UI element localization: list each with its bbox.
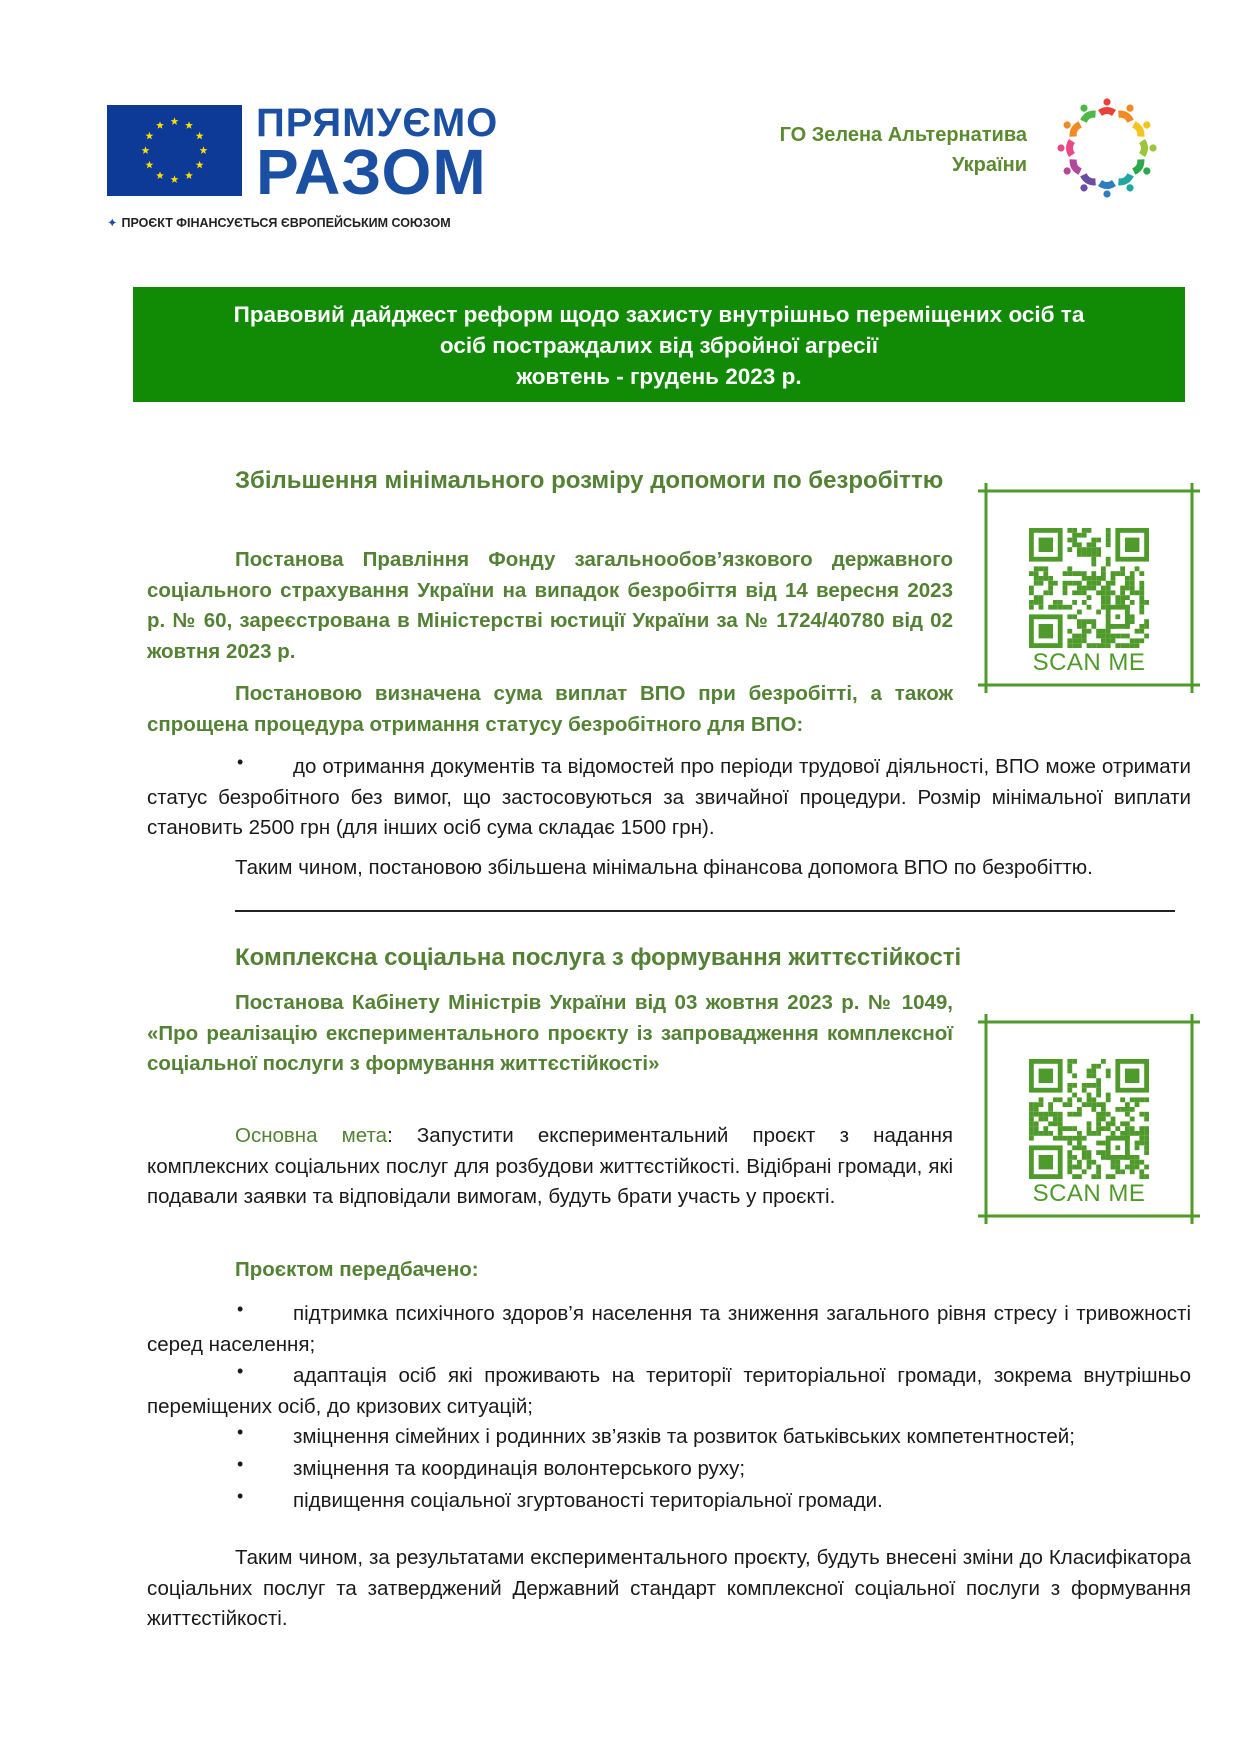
org-name-line1: ГО Зелена Альтернатива — [779, 124, 1027, 146]
section2-act: Постанова Кабінету Міністрів України від 03 жовтня 2023 р. № 1049, «Про реалізацію експериментального проєкту із запровадження комплексної соціальної послуги з формування життєстійкості» — [147, 991, 953, 1075]
bullet-marker: • — [237, 1486, 244, 1506]
bullet-marker: • — [237, 1422, 244, 1442]
eu-funded-text: ПРОЄКТ ФІНАНСУЄТЬСЯ ЄВРОПЕЙСЬКИМ СОЮЗОМ — [121, 216, 451, 230]
scan-me-label: SCAN ME — [1032, 1180, 1146, 1207]
section2-provided-label: Проєктом передбачено: — [235, 1258, 479, 1281]
bullet-marker: • — [237, 1361, 244, 1381]
brand-title-line2: РАЗОМ — [256, 136, 487, 208]
list-item: підтримка психічного здоров’я населення та зниження загального рівня стресу і тривожності серед населення; — [147, 1302, 1191, 1356]
qr-code-icon[interactable] — [978, 483, 1200, 693]
section1-conclusion: Таким чином, постановою збільшена мінімальна фінансова допомога ВПО по безробіттю. — [235, 856, 1093, 879]
list-item: адаптація осіб які проживають на території територіальної громади, зокрема внутрішньо переміщених осіб, до кризових ситуацій; — [147, 1364, 1191, 1418]
org-name — [780, 120, 1027, 180]
eu-star-icon: ✦ — [107, 216, 118, 230]
eu-flag-logo — [107, 105, 242, 196]
banner-line1: Правовий дайджест реформ щодо захисту внутрішньо переміщених осіб та — [233, 302, 1085, 327]
eu-stars-icon — [107, 105, 242, 196]
org-name-line2: України — [951, 154, 1027, 176]
digest-title-banner — [133, 287, 1185, 402]
people-circle-logo-icon — [1054, 95, 1160, 201]
banner-line2: осіб постраждалих від збройної агресії — [439, 333, 879, 358]
eu-funded-caption — [107, 215, 451, 231]
bullet-marker: • — [237, 1299, 244, 1319]
banner-line3: жовтень - грудень 2023 р. — [516, 364, 802, 389]
section-divider — [235, 910, 1175, 912]
section2-goal — [147, 1121, 953, 1213]
goal-text: : Запустити експериментальний проєкт з надання комплексних соціальних послуг для розбудови життєстійкості. Відібрані громади, які подавали заявки та відповідали вимогам, будуть брати участь у проєкті. — [147, 1124, 953, 1208]
list-item: підвищення соціальної згуртованості територіальної громади. — [293, 1489, 883, 1512]
goal-label: Основна мета — [235, 1124, 388, 1147]
list-item: до отримання документів та відомостей про періоди трудової діяльності, ВПО може отримати статус безробітного без вимог, що застосовуються за звичайної процедури. Розмір мінімальної виплати становить 2500 грн (для інших осіб сума складає 1500 грн). — [147, 755, 1191, 839]
section1-intro: Постановою визначена сума виплат ВПО при безробітті, а також спрощена процедура отримання статусу безробітного для ВПО: — [147, 682, 953, 736]
brand-title-line1: ПРЯМУЄМО — [256, 101, 499, 145]
section2-conclusion: Таким чином, за результатами експериментального проєкту, будуть внесені зміни до Класифікатора соціальних послуг та затверджений Державний стандарт комплексної соціальної послуги з формування життєстійкості. — [147, 1546, 1191, 1630]
section1-title: Збільшення мінімального розміру допомоги по безробіттю — [235, 467, 944, 494]
bullet-marker: • — [237, 1454, 244, 1474]
list-item: зміцнення та координація волонтерського руху; — [293, 1457, 746, 1480]
qr-code-icon[interactable] — [978, 1014, 1200, 1224]
scan-me-label: SCAN ME — [1032, 649, 1146, 676]
section2-title: Комплексна соціальна послуга з формування життєстійкості — [235, 944, 962, 971]
bullet-marker: • — [237, 752, 244, 772]
section1-act: Постанова Правління Фонду загальнообов’язкового державного соціального страхування України на випадок безробіття від 14 вересня 2023 р. № 60, зареєстрована в Міністерстві юстиції України за № 1724/40780 від 02 жовтня 2023 р. — [147, 548, 953, 663]
list-item: зміцнення сімейних і родинних зв’язків та розвиток батьківських компетентностей; — [293, 1425, 1075, 1448]
